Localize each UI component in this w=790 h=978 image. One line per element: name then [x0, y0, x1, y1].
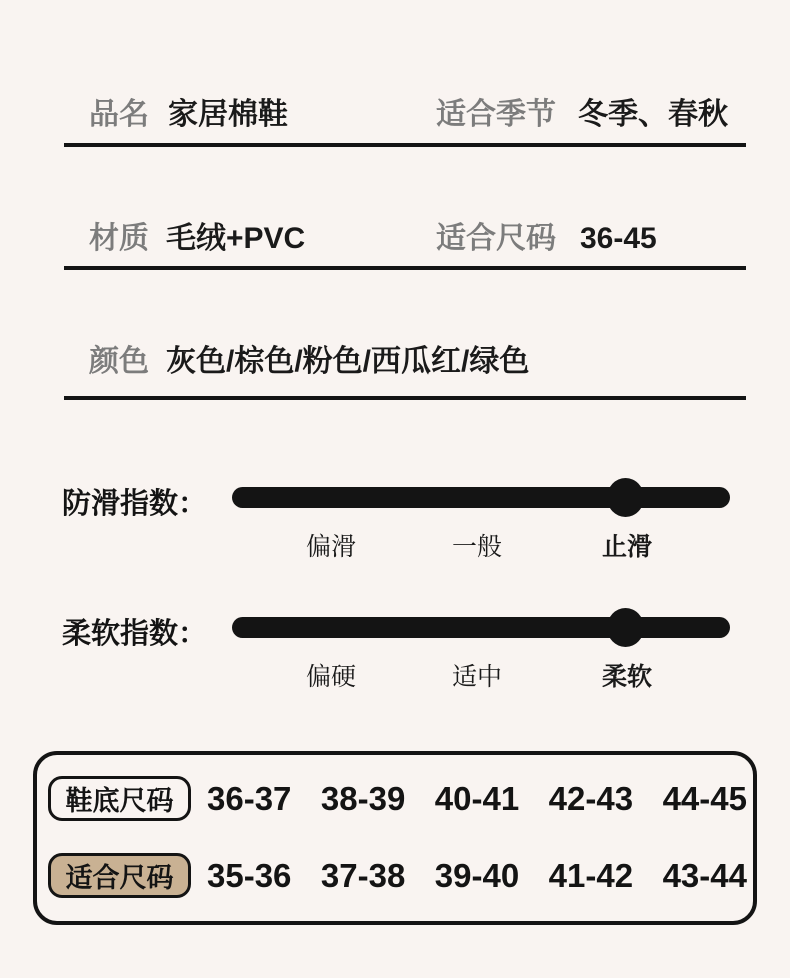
divider	[64, 396, 746, 400]
fit-size-cell: 43-44	[662, 857, 747, 894]
spec-value-season: 冬季、春秋	[578, 98, 728, 131]
spec-value-fit-size: 36-45	[580, 222, 657, 255]
softness-slider-title: 柔软指数：	[62, 618, 208, 650]
softness-tick-soft: 柔软	[601, 663, 653, 691]
sole-size-cell: 40-41	[434, 780, 520, 817]
softness-tick-hard: 偏硬	[305, 663, 357, 691]
sole-size-cell: 44-45	[662, 780, 747, 817]
spec-label-material: 材质	[89, 222, 149, 255]
anti-slip-tick-nonslip: 止滑	[601, 533, 653, 561]
spec-label-season: 适合季节	[436, 98, 556, 131]
anti-slip-slider-track	[232, 487, 730, 508]
anti-slip-slider-title: 防滑指数：	[62, 488, 208, 520]
anti-slip-slider-knob	[607, 478, 644, 517]
divider	[64, 266, 746, 270]
sole-size-cell: 38-39	[320, 780, 406, 817]
fit-size-cell: 35-36	[207, 857, 292, 894]
anti-slip-tick-slippery: 偏滑	[305, 533, 357, 561]
fit-size-cell: 39-40	[434, 857, 520, 894]
sole-size-cell: 36-37	[207, 780, 292, 817]
spec-label-color: 颜色	[89, 345, 149, 378]
softness-slider-knob	[607, 608, 644, 647]
anti-slip-tick-average: 一般	[451, 533, 503, 561]
sole-size-header-pill: 鞋底尺码	[48, 776, 191, 821]
softness-tick-medium: 适中	[451, 663, 503, 691]
fit-size-cell: 37-38	[320, 857, 406, 894]
sole-size-row	[207, 778, 747, 820]
spec-label-fit-size: 适合尺码	[436, 222, 556, 255]
fit-size-header-pill: 适合尺码	[48, 853, 191, 898]
spec-label-product-name: 品名	[89, 98, 149, 131]
fit-size-cell: 41-42	[548, 857, 634, 894]
spec-value-product-name: 家居棉鞋	[168, 98, 288, 131]
divider	[64, 143, 746, 147]
softness-slider-track	[232, 617, 730, 638]
spec-value-color: 灰色/棕色/粉色/西瓜红/绿色	[166, 345, 530, 378]
spec-value-material: 毛绒+PVC	[166, 222, 306, 255]
sole-size-cell: 42-43	[548, 780, 634, 817]
fit-size-row	[207, 855, 747, 897]
